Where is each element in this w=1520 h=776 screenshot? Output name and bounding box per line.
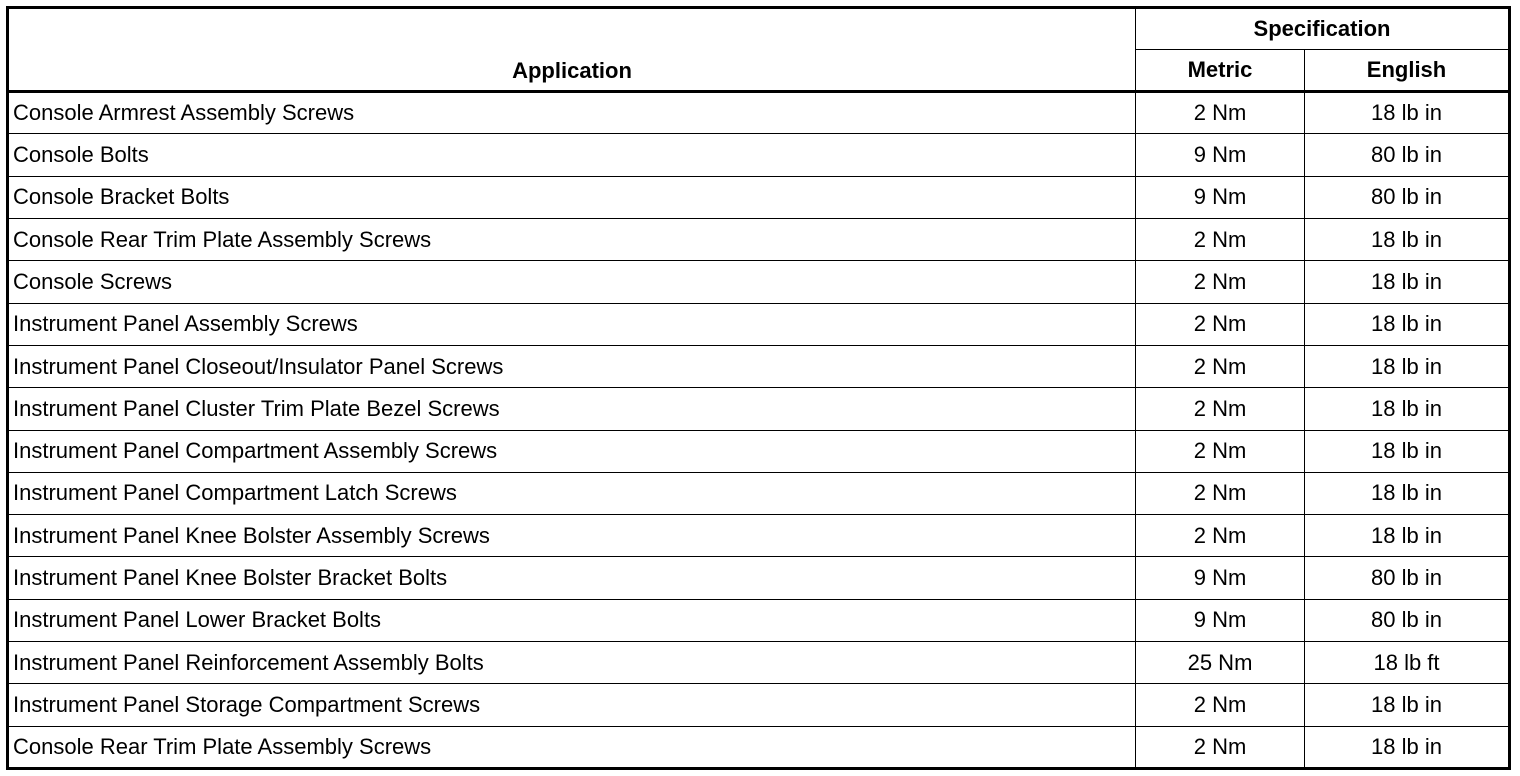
application-column-header: Application [8, 8, 1136, 92]
english-cell: 80 lb in [1305, 557, 1510, 599]
table-row [8, 388, 1510, 430]
metric-cell: 9 Nm [1136, 557, 1305, 599]
table-row [8, 303, 1510, 345]
english-cell: 18 lb in [1305, 472, 1510, 514]
table-header [8, 8, 1510, 92]
metric-cell: 2 Nm [1136, 92, 1305, 134]
metric-cell: 2 Nm [1136, 472, 1305, 514]
fastener-torque-table [6, 6, 1511, 770]
application-cell: Instrument Panel Compartment Assembly Screws [8, 430, 1136, 472]
table-row [8, 134, 1510, 176]
application-cell: Console Bracket Bolts [8, 176, 1136, 218]
application-cell: Instrument Panel Knee Bolster Bracket Bolts [8, 557, 1136, 599]
application-cell: Instrument Panel Lower Bracket Bolts [8, 599, 1136, 641]
table-row [8, 515, 1510, 557]
header-row-top [8, 8, 1510, 50]
metric-cell: 2 Nm [1136, 261, 1305, 303]
table-row [8, 261, 1510, 303]
table-row [8, 599, 1510, 641]
english-cell: 18 lb in [1305, 345, 1510, 387]
metric-cell: 2 Nm [1136, 218, 1305, 260]
table-row [8, 345, 1510, 387]
application-cell: Instrument Panel Cluster Trim Plate Bezel Screws [8, 388, 1136, 430]
specification-column-header: Specification [1136, 8, 1510, 50]
english-cell: 18 lb in [1305, 430, 1510, 472]
english-cell: 18 lb in [1305, 92, 1510, 134]
application-cell: Console Screws [8, 261, 1136, 303]
english-cell: 80 lb in [1305, 176, 1510, 218]
english-cell: 18 lb in [1305, 303, 1510, 345]
english-column-header: English [1305, 50, 1510, 92]
application-cell: Console Rear Trim Plate Assembly Screws [8, 218, 1136, 260]
table-row [8, 92, 1510, 134]
metric-cell: 2 Nm [1136, 430, 1305, 472]
english-cell: 80 lb in [1305, 599, 1510, 641]
metric-cell: 2 Nm [1136, 345, 1305, 387]
metric-cell: 2 Nm [1136, 303, 1305, 345]
application-cell: Instrument Panel Closeout/Insulator Panel Screws [8, 345, 1136, 387]
table-row [8, 472, 1510, 514]
table-row [8, 430, 1510, 472]
metric-cell: 2 Nm [1136, 388, 1305, 430]
table-row [8, 726, 1510, 768]
english-cell: 18 lb in [1305, 684, 1510, 726]
table-row [8, 642, 1510, 684]
metric-cell: 9 Nm [1136, 176, 1305, 218]
application-cell: Instrument Panel Knee Bolster Assembly Screws [8, 515, 1136, 557]
metric-cell: 9 Nm [1136, 134, 1305, 176]
application-cell: Instrument Panel Reinforcement Assembly Bolts [8, 642, 1136, 684]
application-cell: Instrument Panel Compartment Latch Screws [8, 472, 1136, 514]
application-cell: Console Rear Trim Plate Assembly Screws [8, 726, 1136, 768]
metric-cell: 2 Nm [1136, 726, 1305, 768]
metric-cell: 2 Nm [1136, 684, 1305, 726]
application-cell: Instrument Panel Assembly Screws [8, 303, 1136, 345]
application-cell: Console Bolts [8, 134, 1136, 176]
english-cell: 80 lb in [1305, 134, 1510, 176]
english-cell: 18 lb in [1305, 261, 1510, 303]
table-row [8, 218, 1510, 260]
metric-cell: 25 Nm [1136, 642, 1305, 684]
english-cell: 18 lb in [1305, 726, 1510, 768]
english-cell: 18 lb in [1305, 218, 1510, 260]
metric-column-header: Metric [1136, 50, 1305, 92]
table-body [8, 92, 1510, 769]
table-row [8, 557, 1510, 599]
metric-cell: 2 Nm [1136, 515, 1305, 557]
metric-cell: 9 Nm [1136, 599, 1305, 641]
table-row [8, 176, 1510, 218]
application-cell: Console Armrest Assembly Screws [8, 92, 1136, 134]
english-cell: 18 lb in [1305, 388, 1510, 430]
application-cell: Instrument Panel Storage Compartment Screws [8, 684, 1136, 726]
english-cell: 18 lb in [1305, 515, 1510, 557]
table-row [8, 684, 1510, 726]
english-cell: 18 lb ft [1305, 642, 1510, 684]
